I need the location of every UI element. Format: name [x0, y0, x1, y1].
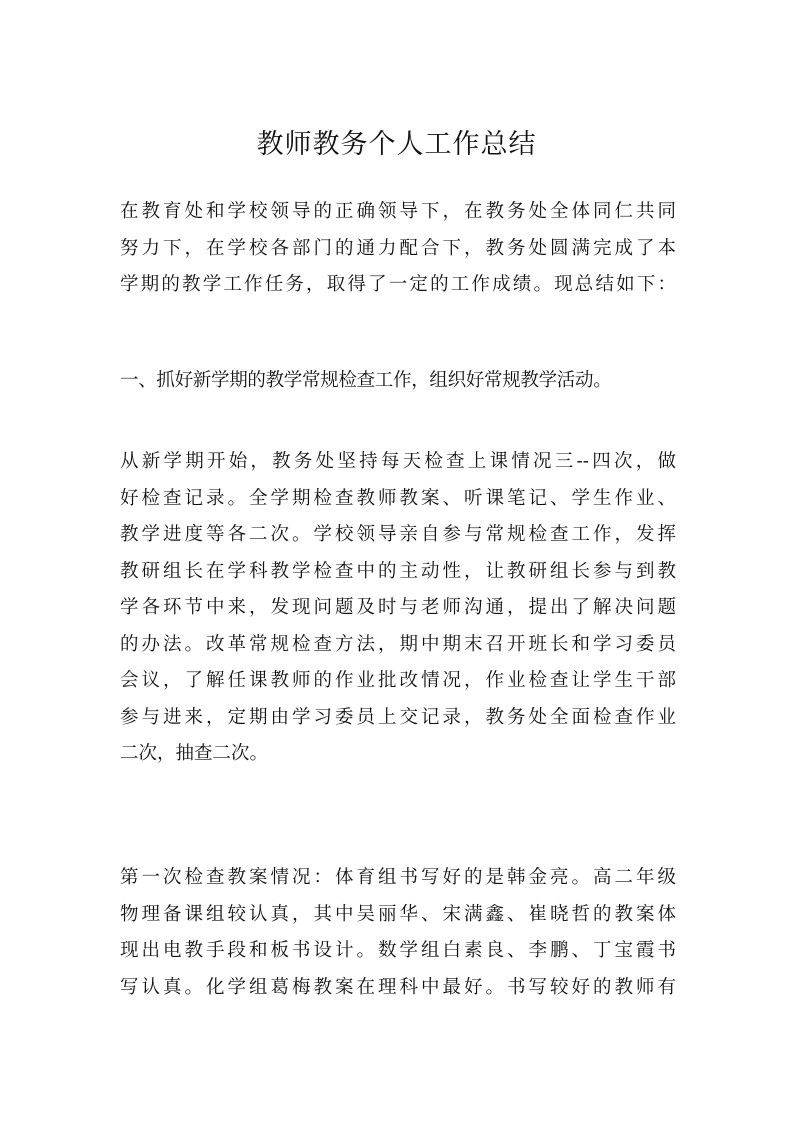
paragraph-line: 从新学期开始，教务处坚持每天检查上课情况三--四次，做: [120, 451, 676, 472]
paragraph-line: 二次，抽查二次。: [120, 743, 269, 764]
paragraph-line: 参与进来，定期由学习委员上交记录，教务处全面检查作业: [120, 706, 676, 728]
paragraph-line: 第一次检查教案情况：体育组书写好的是韩金亮。高二年级: [120, 867, 676, 888]
paragraph-line: 教学进度等各二次。学校领导亲自参与常规检查工作，发挥: [120, 524, 676, 545]
document-title: 教师教务个人工作总结: [256, 129, 537, 160]
paragraph-line: 学期的教学工作任务，取得了一定的工作成绩。现总结如下：: [120, 274, 676, 295]
section2-paragraph: [120, 860, 676, 1006]
paragraph-line: 学各环节中来，发现问题及时与老师沟通，提出了解决问题: [120, 597, 676, 618]
section-heading-text: 一、抓好新学期的教学常规检查工作，组织好常规教学活动。: [120, 370, 612, 391]
intro-paragraph: [120, 194, 676, 304]
paragraph-line: 会议，了解任课教师的作业批改情况，作业检查让学生干部: [120, 670, 676, 691]
paragraph-line: 教研组长在学科教学检查中的主动性，让教研组长参与到教: [120, 560, 676, 582]
paragraph-line: 的办法。改革常规检查方法，期中期末召开班长和学习委员: [120, 633, 676, 655]
paragraph-line: 现出电教手段和板书设计。数学组白素良、李鹏、丁宝霞书: [120, 940, 676, 961]
paragraph-line: 好检查记录。全学期检查教师教案、听课笔记、学生作业、: [120, 487, 676, 509]
section1-paragraph: [120, 444, 676, 773]
paragraph-line: 努力下，在学校各部门的通力配合下，教务处圆满完成了本: [120, 237, 676, 259]
section-heading: [120, 363, 676, 400]
paragraph-line: 写认真。化学组葛梅教案在理科中最好。书写较好的教师有: [120, 976, 676, 998]
paragraph-line: 在教育处和学校领导的正确领导下，在教务处全体同仁共同: [120, 201, 676, 222]
paragraph-line: 物理备课组较认真，其中吴丽华、宋满鑫、崔晓哲的教案体: [120, 903, 676, 925]
